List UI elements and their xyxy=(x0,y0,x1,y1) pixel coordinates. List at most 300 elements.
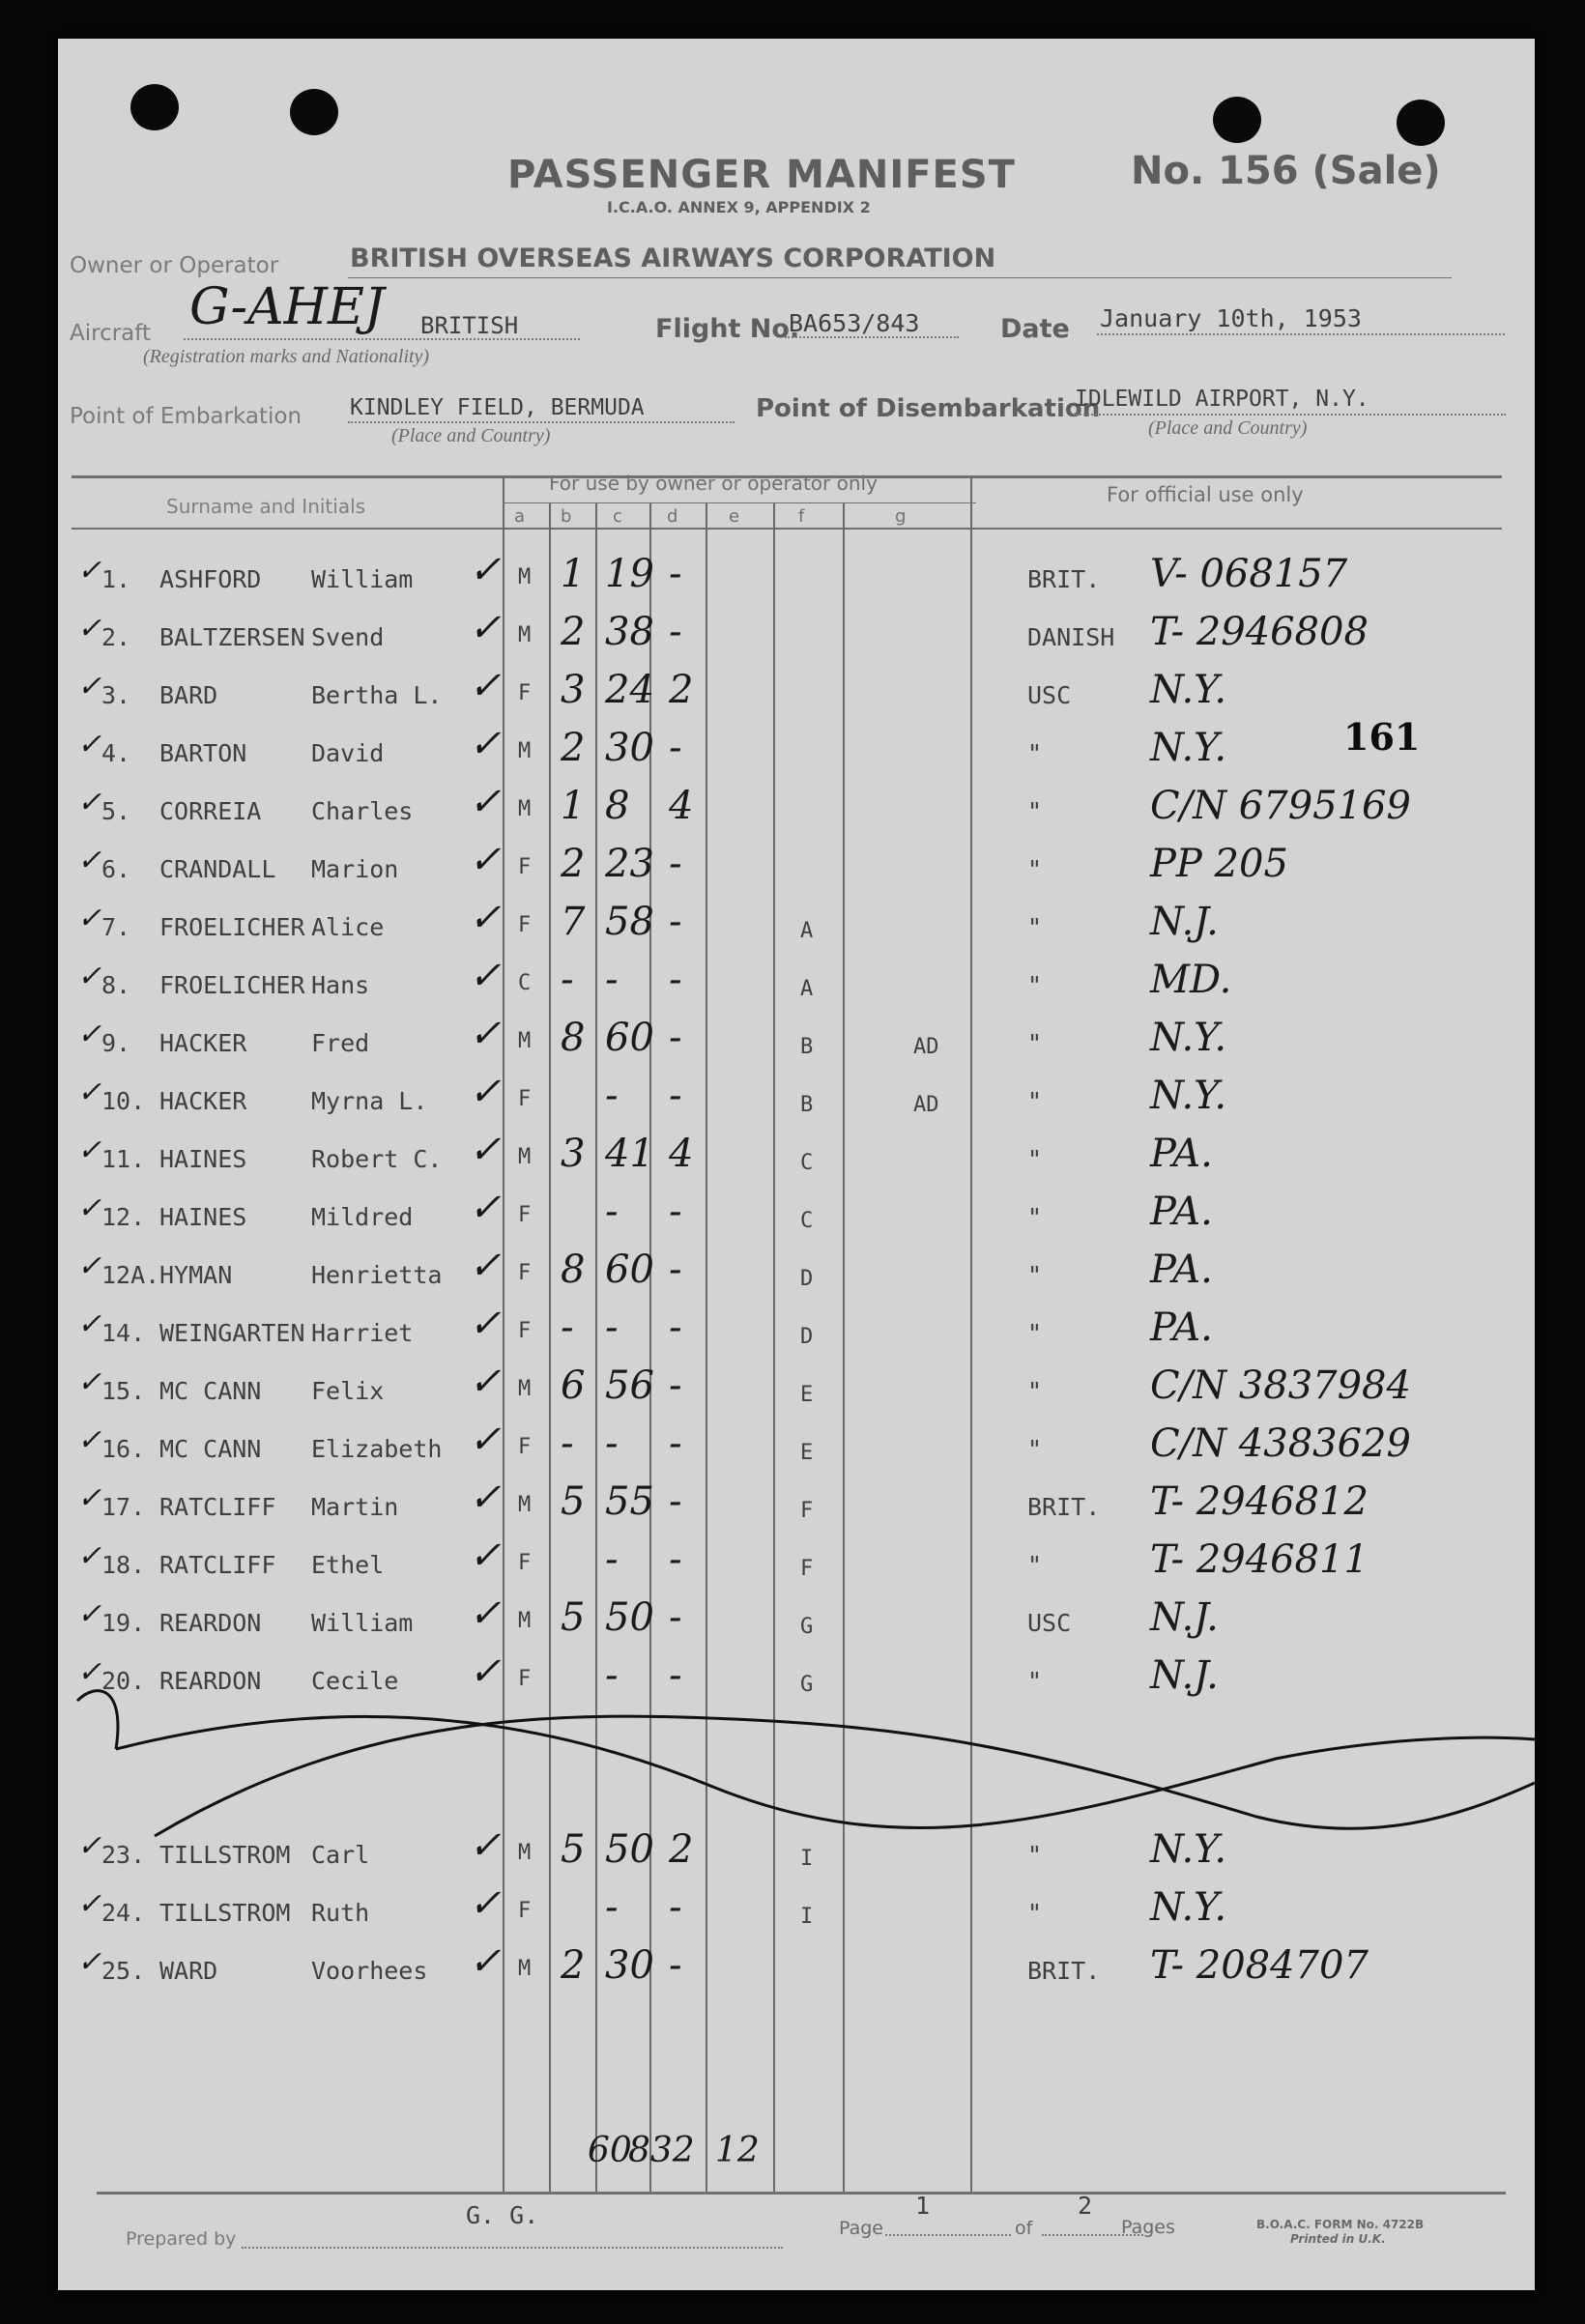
col-c-age: 60 xyxy=(605,1248,654,1292)
col-g-code: AD xyxy=(913,1035,939,1059)
printed-in: Printed in U.K. xyxy=(1290,2232,1386,2246)
official-nationality: " xyxy=(1027,1203,1043,1231)
prepared-label: Prepared by xyxy=(126,2228,237,2250)
col-a-sex: M xyxy=(518,797,532,821)
col-c-age: 58 xyxy=(605,900,654,944)
checkmark-icon: ✓ xyxy=(469,1592,502,1636)
checkmark-icon: ✓ xyxy=(77,1076,102,1109)
col-c-age: 8 xyxy=(605,784,630,828)
col-d-value: - xyxy=(669,1943,682,1988)
passenger-given-name: Myrna L. xyxy=(311,1087,428,1115)
col-a-sex: F xyxy=(518,681,532,705)
checkmark-icon: ✓ xyxy=(77,960,102,993)
passenger-surname: HAINES xyxy=(159,1145,247,1173)
date-value: January 10th, 1953 xyxy=(1100,304,1362,332)
passenger-surname: TILLSTROM xyxy=(159,1841,291,1869)
row-number: 20. xyxy=(101,1667,146,1695)
disembark-label: Point of Disembarkation xyxy=(756,394,1101,423)
date-label: Date xyxy=(1000,314,1070,344)
col-b-value: - xyxy=(561,1305,574,1350)
official-nationality: " xyxy=(1027,1899,1043,1927)
official-document: N.Y. xyxy=(1150,1885,1227,1930)
checkmark-icon: ✓ xyxy=(77,1481,102,1515)
official-nationality: " xyxy=(1027,1377,1043,1405)
passenger-given-name: Ethel xyxy=(311,1551,385,1579)
checkmark-icon: ✓ xyxy=(77,1423,102,1457)
row-number: 8. xyxy=(101,971,131,999)
passenger-given-name: Robert C. xyxy=(311,1145,443,1173)
col-b-value: 8 xyxy=(561,1248,586,1292)
col-f-group: D xyxy=(800,1267,814,1291)
official-nationality: BRIT. xyxy=(1027,1957,1101,1985)
col-c-age: - xyxy=(605,1305,619,1350)
row-number: 15. xyxy=(101,1377,146,1405)
official-nationality: USC xyxy=(1027,1609,1072,1637)
checkmark-icon: ✓ xyxy=(469,1186,502,1230)
aircraft-caption: (Registration marks and Nationality) xyxy=(143,346,430,367)
checkmark-icon: ✓ xyxy=(469,896,502,940)
col-c-age: 55 xyxy=(605,1479,654,1524)
sub-column-header: c xyxy=(613,506,622,527)
checkmark-icon: ✓ xyxy=(77,670,102,703)
checkmark-icon: ✓ xyxy=(77,1829,102,1863)
col-f-group: G xyxy=(800,1615,814,1639)
row-number: 11. xyxy=(101,1145,146,1173)
cancellation-scribble xyxy=(58,39,1535,2290)
passenger-given-name: Fred xyxy=(311,1029,370,1057)
official-nationality: " xyxy=(1027,797,1043,825)
checkmark-icon: ✓ xyxy=(469,1534,502,1578)
checkmark-icon: ✓ xyxy=(77,1945,102,1979)
official-document: N.Y. xyxy=(1150,1016,1227,1060)
official-document: PA. xyxy=(1150,1190,1213,1234)
checkmark-icon: ✓ xyxy=(77,612,102,646)
col-d-value: - xyxy=(669,1595,682,1640)
official-document: V- 068157 xyxy=(1150,552,1348,596)
col-d-value: - xyxy=(669,1190,682,1234)
col-d-value: 4 xyxy=(669,784,694,828)
official-nationality: " xyxy=(1027,1145,1043,1173)
col-d-value: - xyxy=(669,1885,682,1930)
col-b-value: 1 xyxy=(561,784,586,828)
prepared-value: G. G. xyxy=(466,2201,539,2229)
passenger-given-name: Svend xyxy=(311,623,385,651)
passenger-given-name: Felix xyxy=(311,1377,385,1405)
checkmark-icon: ✓ xyxy=(469,1939,502,1984)
col-a-sex: F xyxy=(518,913,532,937)
col-f-group: C xyxy=(800,1209,814,1233)
passenger-surname: RATCLIFF xyxy=(159,1493,276,1521)
pages-label: Pages xyxy=(1121,2217,1175,2238)
checkmark-icon: ✓ xyxy=(469,664,502,708)
col-f-group: B xyxy=(800,1035,814,1059)
disembark-caption: (Place and Country) xyxy=(1148,417,1308,439)
col-b-value: 2 xyxy=(561,726,586,770)
col-a-sex: M xyxy=(518,1029,532,1053)
passenger-given-name: William xyxy=(311,1609,414,1637)
col-c-age: 41 xyxy=(605,1132,654,1176)
checkmark-icon: ✓ xyxy=(77,554,102,588)
col-c-age: - xyxy=(605,958,619,1002)
col-a-sex: M xyxy=(518,623,532,647)
row-number: 3. xyxy=(101,681,131,709)
col-b-value: 6 xyxy=(561,1363,586,1408)
passenger-given-name: Elizabeth xyxy=(311,1435,443,1463)
official-document: T- 2946812 xyxy=(1150,1479,1369,1524)
official-nationality: " xyxy=(1027,913,1043,941)
checkmark-icon: ✓ xyxy=(469,1881,502,1926)
col-c-age: 24 xyxy=(605,668,654,712)
col-d-value: - xyxy=(669,1016,682,1060)
checkmark-icon: ✓ xyxy=(77,728,102,761)
row-number: 14. xyxy=(101,1319,146,1347)
col-f-group: I xyxy=(800,1905,814,1929)
col-c-age: 50 xyxy=(605,1827,654,1872)
col-a-sex: M xyxy=(518,739,532,763)
col-f-group: F xyxy=(800,1557,814,1581)
sub-column-header: f xyxy=(798,506,805,527)
form-code: B.O.A.C. FORM No. 4722B xyxy=(1256,2218,1425,2231)
official-document: C/N 6795169 xyxy=(1150,784,1411,828)
row-number: 16. xyxy=(101,1435,146,1463)
passenger-surname: ASHFORD xyxy=(159,565,262,593)
col-d-value: - xyxy=(669,1305,682,1350)
owner-label: Owner or Operator xyxy=(70,253,279,278)
passenger-surname: MC CANN xyxy=(159,1435,262,1463)
owner-value: BRITISH OVERSEAS AIRWAYS CORPORATION xyxy=(350,244,996,273)
total-d: 12 xyxy=(715,2131,760,2170)
col-d-value: - xyxy=(669,1248,682,1292)
col-a-sex: M xyxy=(518,1957,532,1981)
col-c-age: - xyxy=(605,1421,619,1466)
col-b-value: 7 xyxy=(561,900,586,944)
col-header-official: For official use only xyxy=(1107,483,1304,506)
official-document: PA. xyxy=(1150,1132,1213,1176)
passenger-given-name: Henrietta xyxy=(311,1261,443,1289)
col-a-sex: M xyxy=(518,1493,532,1517)
passenger-given-name: David xyxy=(311,739,385,767)
official-nationality: " xyxy=(1027,1551,1043,1579)
sub-column-header: b xyxy=(561,506,572,527)
manifest-annotation: 161 xyxy=(1343,715,1421,759)
passenger-given-name: Charles xyxy=(311,797,414,825)
page-rule xyxy=(885,2234,1011,2236)
official-document: PA. xyxy=(1150,1248,1213,1292)
manifest-subtitle: I.C.A.O. ANNEX 9, APPENDIX 2 xyxy=(607,198,871,216)
manifest-number: No. 156 (Sale) xyxy=(1131,149,1441,193)
of-label: of xyxy=(1015,2218,1033,2239)
col-d-value: - xyxy=(669,1653,682,1698)
col-f-group: E xyxy=(800,1383,814,1407)
col-a-sex: M xyxy=(518,1841,532,1865)
sub-column-header: g xyxy=(895,506,907,527)
total-b: 60 xyxy=(588,2131,632,2170)
embark-label: Point of Embarkation xyxy=(70,404,303,429)
col-f-group: B xyxy=(800,1093,814,1117)
checkmark-icon: ✓ xyxy=(77,1365,102,1399)
col-a-sex: F xyxy=(518,1203,532,1227)
passenger-surname: TILLSTROM xyxy=(159,1899,291,1927)
col-a-sex: F xyxy=(518,855,532,879)
col-f-group: C xyxy=(800,1151,814,1175)
aircraft-registration: G-AHEJ xyxy=(189,278,385,336)
col-a-sex: F xyxy=(518,1261,532,1285)
official-nationality: DANISH xyxy=(1027,623,1115,651)
passenger-surname: HAINES xyxy=(159,1203,247,1231)
embark-caption: (Place and Country) xyxy=(391,425,551,446)
passenger-surname: HYMAN xyxy=(159,1261,233,1289)
row-number: 23. xyxy=(101,1841,146,1869)
col-a-sex: C xyxy=(518,971,532,995)
col-a-sex: M xyxy=(518,1377,532,1401)
row-number: 4. xyxy=(101,739,131,767)
col-c-age: 30 xyxy=(605,726,654,770)
of-value: 2 xyxy=(1078,2192,1093,2220)
official-nationality: USC xyxy=(1027,681,1072,709)
col-a-sex: F xyxy=(518,1319,532,1343)
checkmark-icon: ✓ xyxy=(469,1360,502,1404)
col-c-age: 23 xyxy=(605,842,654,886)
col-d-value: 2 xyxy=(669,1827,694,1872)
col-d-value: - xyxy=(669,1363,682,1408)
passenger-surname: REARDON xyxy=(159,1667,262,1695)
col-c-age: - xyxy=(605,1074,619,1118)
passenger-surname: WEINGARTEN xyxy=(159,1319,305,1347)
checkmark-icon: ✓ xyxy=(469,1302,502,1346)
col-c-age: 38 xyxy=(605,610,654,654)
col-a-sex: M xyxy=(518,565,532,589)
manifest-sheet xyxy=(58,39,1535,2290)
col-b-value: 1 xyxy=(561,552,586,596)
col-f-group: A xyxy=(800,977,814,1001)
manifest-title: PASSENGER MANIFEST xyxy=(507,153,1016,197)
official-nationality: " xyxy=(1027,971,1043,999)
checkmark-icon: ✓ xyxy=(77,844,102,877)
col-d-value: - xyxy=(669,958,682,1002)
col-d-value: 2 xyxy=(669,668,694,712)
passenger-given-name: Mildred xyxy=(311,1203,414,1231)
col-b-value: 3 xyxy=(561,668,586,712)
passenger-surname: WARD xyxy=(159,1957,218,1985)
checkmark-icon: ✓ xyxy=(469,722,502,766)
checkmark-icon: ✓ xyxy=(77,1018,102,1051)
col-c-age: 56 xyxy=(605,1363,654,1408)
passenger-given-name: Ruth xyxy=(311,1899,370,1927)
checkmark-icon: ✓ xyxy=(469,1128,502,1172)
row-number: 7. xyxy=(101,913,131,941)
sub-column-header: a xyxy=(514,506,526,527)
checkmark-icon: ✓ xyxy=(469,1823,502,1868)
official-nationality: " xyxy=(1027,1435,1043,1463)
checkmark-icon: ✓ xyxy=(469,838,502,882)
passenger-surname: BARD xyxy=(159,681,218,709)
official-nationality: BRIT. xyxy=(1027,1493,1101,1521)
col-b-value: 2 xyxy=(561,1943,586,1988)
checkmark-icon: ✓ xyxy=(469,1650,502,1694)
col-d-value: 4 xyxy=(669,1132,694,1176)
official-document: PA. xyxy=(1150,1305,1213,1350)
official-document: N.Y. xyxy=(1150,726,1227,770)
row-number: 19. xyxy=(101,1609,146,1637)
official-document: T- 2084707 xyxy=(1150,1943,1369,1988)
col-a-sex: M xyxy=(518,1145,532,1169)
official-document: MD. xyxy=(1150,958,1232,1002)
col-b-value: - xyxy=(561,958,574,1002)
checkmark-icon: ✓ xyxy=(469,1244,502,1288)
row-number: 12A. xyxy=(101,1261,160,1289)
official-document: T- 2946808 xyxy=(1150,610,1369,654)
checkmark-icon: ✓ xyxy=(469,954,502,998)
col-c-age: - xyxy=(605,1537,619,1582)
official-document: C/N 3837984 xyxy=(1150,1363,1411,1408)
col-b-value: - xyxy=(561,1421,574,1466)
passenger-surname: HACKER xyxy=(159,1087,247,1115)
col-header-owner: For use by owner or operator only xyxy=(549,472,878,495)
page-label: Page xyxy=(839,2218,883,2239)
col-c-age: 50 xyxy=(605,1595,654,1640)
col-d-value: - xyxy=(669,1421,682,1466)
col-f-group: F xyxy=(800,1499,814,1523)
passenger-given-name: William xyxy=(311,565,414,593)
col-b-value: 8 xyxy=(561,1016,586,1060)
col-a-sex: M xyxy=(518,1609,532,1633)
prepared-rule xyxy=(242,2247,783,2249)
col-f-group: D xyxy=(800,1325,814,1349)
col-a-sex: F xyxy=(518,1087,532,1111)
col-d-value: - xyxy=(669,1537,682,1582)
official-nationality: " xyxy=(1027,1667,1043,1695)
checkmark-icon: ✓ xyxy=(469,1418,502,1462)
passenger-surname: CRANDALL xyxy=(159,855,276,883)
col-d-value: - xyxy=(669,900,682,944)
checkmark-icon: ✓ xyxy=(77,1133,102,1167)
flight-value: BA653/843 xyxy=(789,309,920,337)
col-a-sex: F xyxy=(518,1899,532,1923)
passenger-given-name: Martin xyxy=(311,1493,399,1521)
col-d-value: - xyxy=(669,1074,682,1118)
col-d-value: - xyxy=(669,842,682,886)
checkmark-icon: ✓ xyxy=(469,606,502,650)
col-a-sex: F xyxy=(518,1435,532,1459)
official-nationality: " xyxy=(1027,1087,1043,1115)
col-f-group: I xyxy=(800,1847,814,1871)
row-number: 10. xyxy=(101,1087,146,1115)
row-number: 5. xyxy=(101,797,131,825)
row-number: 17. xyxy=(101,1493,146,1521)
passenger-given-name: Voorhees xyxy=(311,1957,428,1985)
passenger-surname: RATCLIFF xyxy=(159,1551,276,1579)
col-c-age: - xyxy=(605,1190,619,1234)
official-nationality: " xyxy=(1027,855,1043,883)
official-nationality: " xyxy=(1027,1029,1043,1057)
passenger-given-name: Hans xyxy=(311,971,370,999)
checkmark-icon: ✓ xyxy=(77,1307,102,1341)
row-number: 2. xyxy=(101,623,131,651)
col-b-value: 3 xyxy=(561,1132,586,1176)
row-number: 9. xyxy=(101,1029,131,1057)
flight-label: Flight No. xyxy=(655,314,800,344)
official-document: N.J. xyxy=(1150,900,1219,944)
official-document: N.J. xyxy=(1150,1595,1219,1640)
col-a-sex: F xyxy=(518,1667,532,1691)
passenger-given-name: Cecile xyxy=(311,1667,399,1695)
checkmark-icon: ✓ xyxy=(469,1070,502,1114)
total-c: 832 xyxy=(628,2131,695,2170)
official-nationality: BRIT. xyxy=(1027,565,1101,593)
official-nationality: " xyxy=(1027,1841,1043,1869)
col-a-sex: F xyxy=(518,1551,532,1575)
official-document: N.J. xyxy=(1150,1653,1219,1698)
col-c-age: - xyxy=(605,1885,619,1930)
col-b-value: 5 xyxy=(561,1479,586,1524)
official-nationality: " xyxy=(1027,1319,1043,1347)
row-number: 1. xyxy=(101,565,131,593)
passenger-surname: FROELICHER xyxy=(159,913,305,941)
sub-column-header: e xyxy=(729,506,740,527)
passenger-surname: HACKER xyxy=(159,1029,247,1057)
row-number: 6. xyxy=(101,855,131,883)
disembark-value: IDLEWILD AIRPORT, N.Y. xyxy=(1075,387,1369,412)
passenger-surname: CORREIA xyxy=(159,797,262,825)
col-f-group: G xyxy=(800,1673,814,1697)
embark-value: KINDLEY FIELD, BERMUDA xyxy=(350,395,645,420)
passenger-surname: FROELICHER xyxy=(159,971,305,999)
col-c-age: 60 xyxy=(605,1016,654,1060)
col-b-value: 5 xyxy=(561,1827,586,1872)
col-b-value: 5 xyxy=(561,1595,586,1640)
checkmark-icon: ✓ xyxy=(77,1597,102,1631)
col-header-name: Surname and Initials xyxy=(166,495,366,518)
official-document: T- 2946811 xyxy=(1150,1537,1369,1582)
checkmark-icon: ✓ xyxy=(469,548,502,592)
checkmark-icon: ✓ xyxy=(77,1655,102,1689)
passenger-given-name: Bertha L. xyxy=(311,681,443,709)
sub-column-header: d xyxy=(667,506,678,527)
row-number: 18. xyxy=(101,1551,146,1579)
checkmark-icon: ✓ xyxy=(469,1476,502,1520)
passenger-surname: BALTZERSEN xyxy=(159,623,305,651)
checkmark-icon: ✓ xyxy=(77,786,102,819)
col-d-value: - xyxy=(669,552,682,596)
official-nationality: " xyxy=(1027,1261,1043,1289)
checkmark-icon: ✓ xyxy=(77,1539,102,1573)
page-value: 1 xyxy=(915,2192,931,2220)
passenger-surname: BARTON xyxy=(159,739,247,767)
passenger-given-name: Alice xyxy=(311,913,385,941)
col-c-age: 30 xyxy=(605,1943,654,1988)
row-number: 12. xyxy=(101,1203,146,1231)
passenger-given-name: Marion xyxy=(311,855,399,883)
official-document: C/N 4383629 xyxy=(1150,1421,1411,1466)
col-b-value: 2 xyxy=(561,842,586,886)
col-d-value: - xyxy=(669,1479,682,1524)
official-nationality: " xyxy=(1027,739,1043,767)
col-d-value: - xyxy=(669,726,682,770)
checkmark-icon: ✓ xyxy=(77,1191,102,1225)
passenger-given-name: Harriet xyxy=(311,1319,414,1347)
checkmark-icon: ✓ xyxy=(469,1012,502,1056)
checkmark-icon: ✓ xyxy=(77,1887,102,1921)
passenger-given-name: Carl xyxy=(311,1841,370,1869)
col-c-age: 19 xyxy=(605,552,654,596)
aircraft-label: Aircraft xyxy=(70,321,151,346)
official-document: N.Y. xyxy=(1150,1074,1227,1118)
col-d-value: - xyxy=(669,610,682,654)
row-number: 24. xyxy=(101,1899,146,1927)
aircraft-nationality: BRITISH xyxy=(420,312,519,339)
checkmark-icon: ✓ xyxy=(469,780,502,824)
passenger-surname: REARDON xyxy=(159,1609,262,1637)
